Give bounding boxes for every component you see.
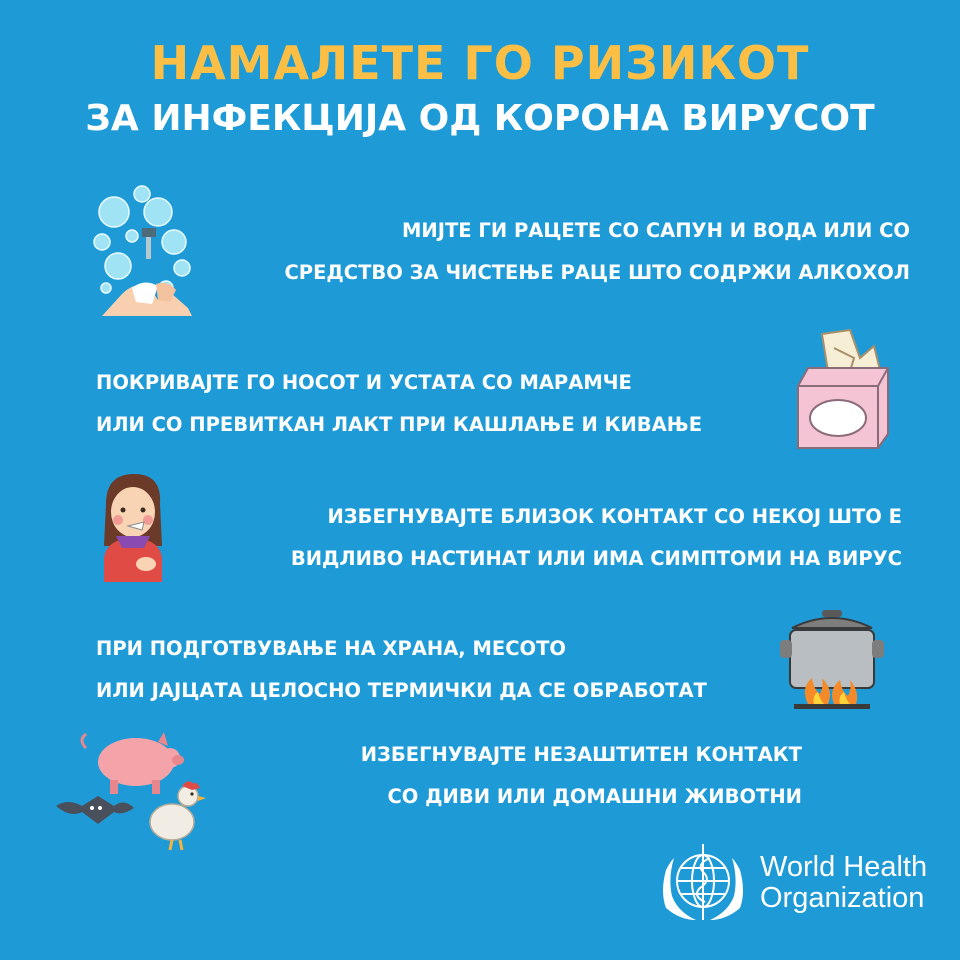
tip-line: СО ДИВИ ИЛИ ДОМАШНИ ЖИВОТНИ <box>387 785 802 808</box>
tissue-box-icon <box>794 328 892 450</box>
title-line-1: НАМАЛЕТЕ ГО РИЗИКОТ <box>150 36 810 90</box>
tip-line: ИЗБЕГНУВАЈТЕ БЛИЗОК КОНТАКТ СО НЕКОЈ ШТО Е <box>327 505 902 528</box>
tip-hand-washing <box>285 210 911 294</box>
tip-cover-mouth <box>96 362 702 446</box>
animals-icon <box>54 726 214 854</box>
title-line-2: ЗА ИНФЕКЦИЈА ОД КОРОНА ВИРУСОТ <box>85 98 875 139</box>
who-emblem-icon <box>658 838 748 928</box>
tip-avoid-animals <box>361 734 802 818</box>
tip-line: ИЛИ СО ПРЕВИТКАН ЛАКТ ПРИ КАШЛАЊЕ И КИВАЊЕ <box>96 413 703 436</box>
sick-person-icon <box>98 474 168 582</box>
tip-line: ПОКРИВАЈТЕ ГО НОСОТ И УСТАТА СО МАРАМЧЕ <box>96 371 632 394</box>
who-line-1: World Health <box>760 851 928 883</box>
tip-avoid-sick <box>291 496 902 580</box>
tip-line: ВИДЛИВО НАСТИНАТ ИЛИ ИМА СИМПТОМИ НА ВИРУС <box>290 547 902 570</box>
cooking-pot-icon <box>778 608 886 716</box>
tip-line: ПРИ ПОДГОТВУВАЊЕ НА ХРАНА, МЕСОТО <box>96 637 566 660</box>
tip-line: МИЈТЕ ГИ РАЦЕТЕ СО САПУН И ВОДА ИЛИ СО <box>402 219 910 242</box>
tip-cook-food <box>96 628 707 712</box>
tip-line: ИЛИ ЈАЈЦАТА ЦЕЛОСНО ТЕРМИЧКИ ДА СЕ ОБРАБОТАТ <box>96 679 707 702</box>
who-wordmark <box>760 852 927 914</box>
who-line-2: Organization <box>760 882 925 914</box>
hand-washing-icon <box>92 184 196 316</box>
tip-line: ИЗБЕГНУВАЈТЕ НЕЗАШТИТЕН КОНТАКТ <box>360 743 802 766</box>
tip-line: СРЕДСТВО ЗА ЧИСТЕЊЕ РАЦЕ ШТО СОДРЖИ АЛКОХОЛ <box>284 261 910 284</box>
